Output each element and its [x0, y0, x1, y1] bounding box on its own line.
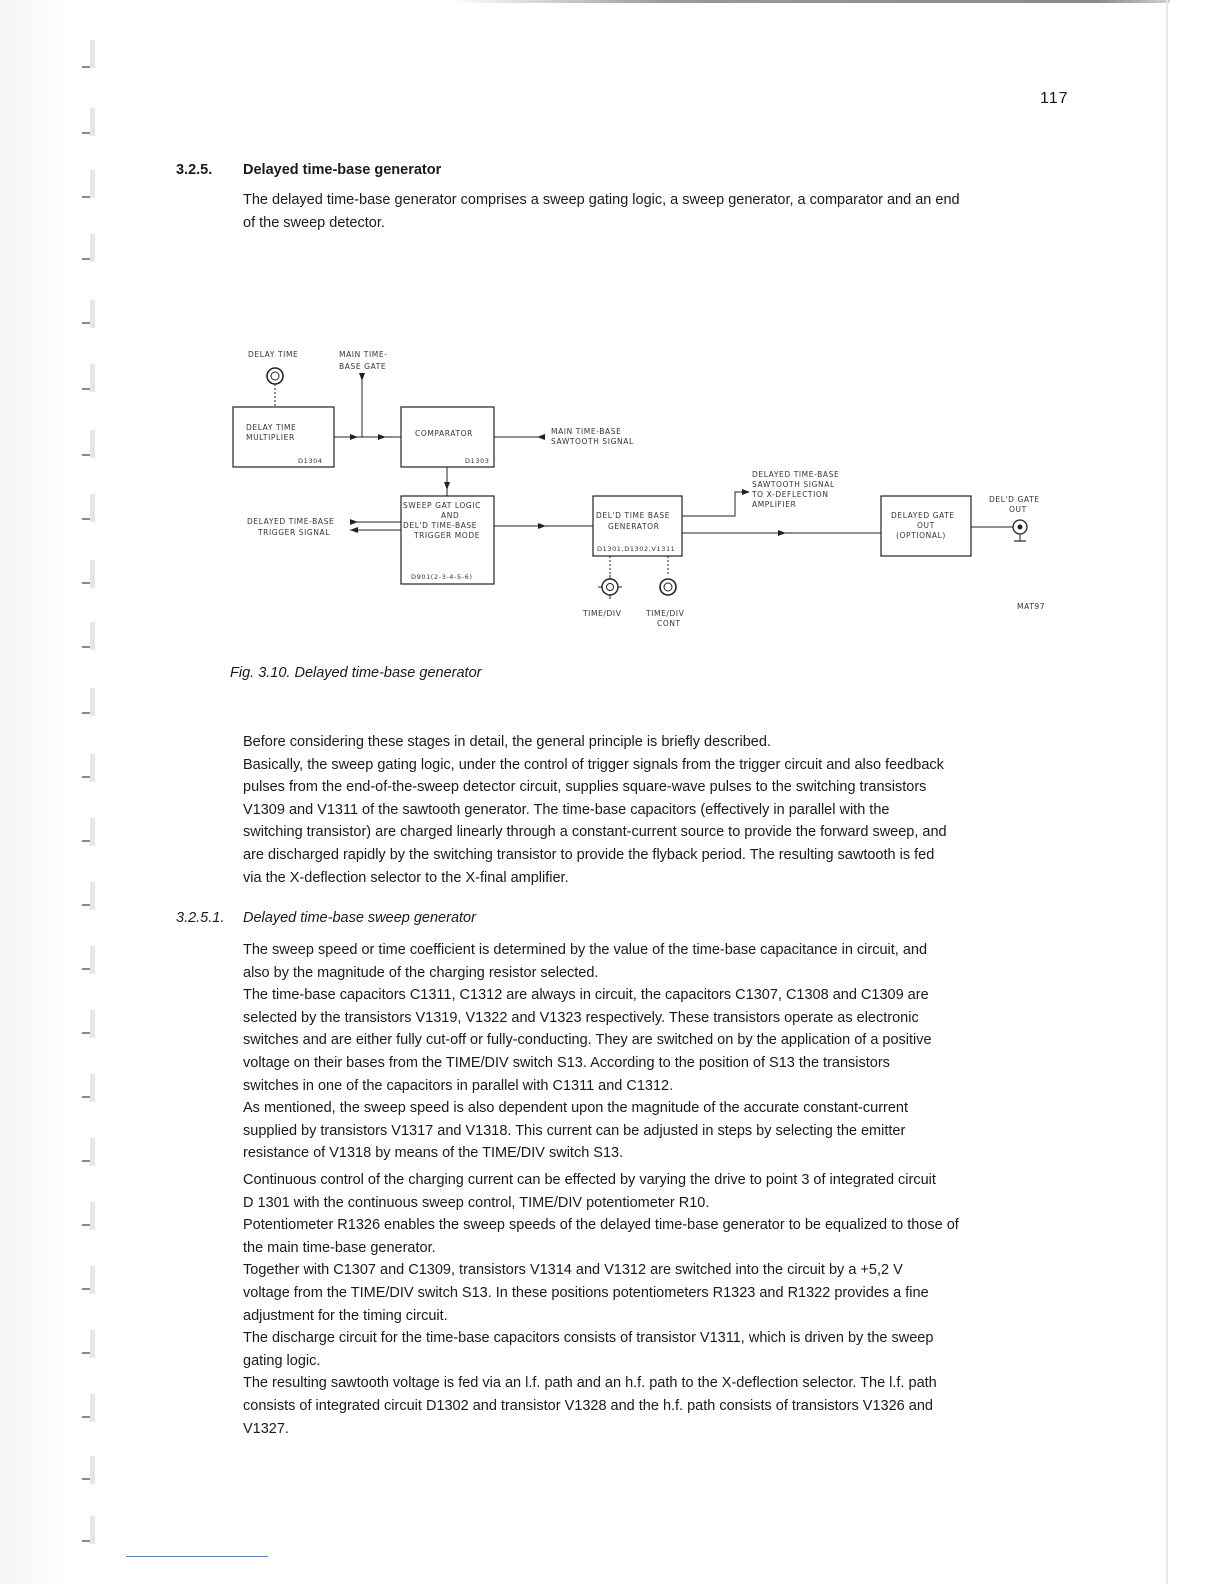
subsection-number: 3.2.5.1.	[176, 910, 225, 926]
gate-out-line1: DELAYED GATE	[891, 511, 955, 520]
figure-caption: Fig. 3.10. Delayed time-base generator	[230, 665, 482, 681]
gate-out-label-1: DEL'D GATE	[989, 495, 1040, 504]
text-line: The resulting sawtooth voltage is fed via an l.f. path and an h.f. path to the X-deflection selector. The l.f. path	[243, 1375, 937, 1392]
time-div-cont-label-2: CONT	[657, 619, 681, 628]
text-line: V1309 and V1311 of the sawtooth generator. The time-base capacitors (effectively in parallel with the	[243, 801, 890, 818]
text-line: switches in one of the capacitors in parallel with C1311 and C1312.	[243, 1077, 674, 1094]
figure-code: MAT97	[1017, 602, 1046, 611]
page-number: 117	[1040, 90, 1069, 107]
main-gate-label-1: MAIN TIME-	[339, 350, 388, 359]
body-paragraph-3	[243, 1169, 1073, 1440]
text-line: resistance of V1318 by means of the TIME/DIV switch S13.	[243, 1145, 624, 1162]
time-div-switch-icon	[598, 575, 622, 599]
text-line: also by the magnitude of the charging resistor selected.	[243, 964, 599, 981]
text-line: gating logic.	[243, 1352, 321, 1369]
saw-out-label-1: DELAYED TIME-BASE	[752, 470, 840, 479]
text-line: Potentiometer R1326 enables the sweep speeds of the delayed time-base generator to be equalized to those of	[243, 1217, 959, 1234]
comparator-label: COMPARATOR	[415, 429, 473, 438]
time-div-cont-label-1: TIME/DIV	[646, 609, 685, 618]
delay-mult-line2: MULTIPLIER	[246, 433, 295, 442]
text-line: are discharged rapidly by the switching transistor to provide the flyback period. The resulting sawtooth is fed	[243, 846, 935, 863]
gating-ref: D901(2-3-4-5-6)	[411, 573, 473, 581]
text-line: The delayed time-base generator comprises a sweep gating logic, a sweep generator, a comparator and an end	[243, 192, 960, 208]
bnc-connector-icon	[1013, 520, 1027, 541]
saw-out-label-3: TO X-DEFLECTION	[752, 490, 829, 499]
generator-line1: DEL'D TIME BASE	[596, 511, 671, 520]
text-line: adjustment for the timing circuit.	[243, 1307, 448, 1324]
gating-line2: AND	[441, 511, 460, 520]
delay-mult-line1: DELAY TIME	[246, 423, 297, 432]
text-line: Together with C1307 and C1309, transistors V1314 and V1312 are switched into the circuit by a +5,2 V	[243, 1262, 903, 1279]
main-gate-label-2: BASE GATE	[339, 362, 387, 371]
delay-time-knob-icon	[267, 368, 283, 384]
gating-line4: TRIGGER MODE	[414, 531, 481, 540]
text-line: via the X-deflection selector to the X-final amplifier.	[243, 869, 569, 886]
text-line: switches and are either fully cut-off or fully-conducting. They are switched on by the application of a positive	[243, 1032, 932, 1049]
text-line: voltage from the TIME/DIV switch S13. In these positions potentiometers R1323 and R1322 provides a fine	[243, 1284, 929, 1301]
gate-out-line2: OUT	[917, 521, 935, 530]
text-line: voltage on their bases from the TIME/DIV switch S13. According to the position of S13 the transistors	[243, 1054, 890, 1071]
text-line: D 1301 with the continuous sweep control, TIME/DIV potentiometer R10.	[243, 1194, 710, 1211]
trigger-label-2: TRIGGER SIGNAL	[258, 528, 331, 537]
saw-out-label-2: SAWTOOTH SIGNAL	[752, 480, 835, 489]
text-line: The time-base capacitors C1311, C1312 are always in circuit, the capacitors C1307, C1308 and C1309 are	[243, 987, 929, 1004]
time-div-label: TIME/DIV	[583, 609, 622, 618]
generator-line2: GENERATOR	[608, 522, 660, 531]
delay-time-label: DELAY TIME	[248, 350, 299, 359]
gating-line3: DEL'D TIME-BASE	[403, 521, 478, 530]
trigger-label-1: DELAYED TIME-BASE	[247, 517, 335, 526]
gate-out-line3: (OPTIONAL)	[896, 531, 946, 540]
text-line: The discharge circuit for the time-base capacitors consists of transistor V1311, which is driven by the sweep	[243, 1330, 934, 1347]
comparator-ref: D1303	[465, 457, 490, 465]
text-line: supplied by transistors V1317 and V1318. This current can be adjusted in steps by selecting the emitter	[243, 1122, 906, 1139]
body-paragraph-2	[243, 939, 1073, 1165]
text-line: selected by the transistors V1319, V1322 and V1323 respectively. These transistors operate as electronic	[243, 1009, 919, 1026]
main-saw-label-1: MAIN TIME-BASE	[551, 427, 622, 436]
text-line: consists of integrated circuit D1302 and transistor V1328 and the h.f. path consists of transistors V1326 and	[243, 1397, 933, 1414]
text-line: Basically, the sweep gating logic, under the control of trigger signals from the trigger circuit and also feedback	[243, 756, 944, 773]
section-title: Delayed time-base generator	[243, 162, 442, 178]
text-line: switching transistor) are charged linearly through a constant-current source to provide the forward sweep, and	[243, 824, 947, 841]
text-line: As mentioned, the sweep speed is also dependent upon the magnitude of the accurate constant-current	[243, 1100, 909, 1117]
gate-out-label-2: OUT	[1009, 505, 1027, 514]
text-line: pulses from the end-of-the-sweep detector circuit, supplies square-wave pulses to the switching transistors	[243, 779, 927, 796]
text-line: Before considering these stages in detail, the general principle is briefly described.	[243, 734, 771, 750]
gating-line1: SWEEP GAT LOGIC	[403, 501, 481, 510]
section-number: 3.2.5.	[176, 162, 213, 178]
text-line: the main time-base generator.	[243, 1239, 436, 1256]
time-div-cont-knob-icon	[660, 579, 676, 595]
text-line: Continuous control of the charging current can be effected by varying the drive to point 3 of integrated circuit	[243, 1172, 936, 1188]
saw-out-label-4: AMPLIFIER	[752, 500, 797, 509]
body-paragraph-1	[243, 731, 1073, 889]
text-line: The sweep speed or time coefficient is determined by the value of the time-base capacitance in circuit, and	[243, 942, 928, 958]
text-line: V1327.	[243, 1420, 289, 1437]
main-saw-label-2: SAWTOOTH SIGNAL	[551, 437, 634, 446]
generator-ref: D1301,D1302,V1311	[597, 545, 676, 553]
text-line: of the sweep detector.	[243, 214, 385, 231]
delay-mult-ref: D1304	[298, 457, 323, 465]
subsection-title: Delayed time-base sweep generator	[243, 910, 476, 926]
